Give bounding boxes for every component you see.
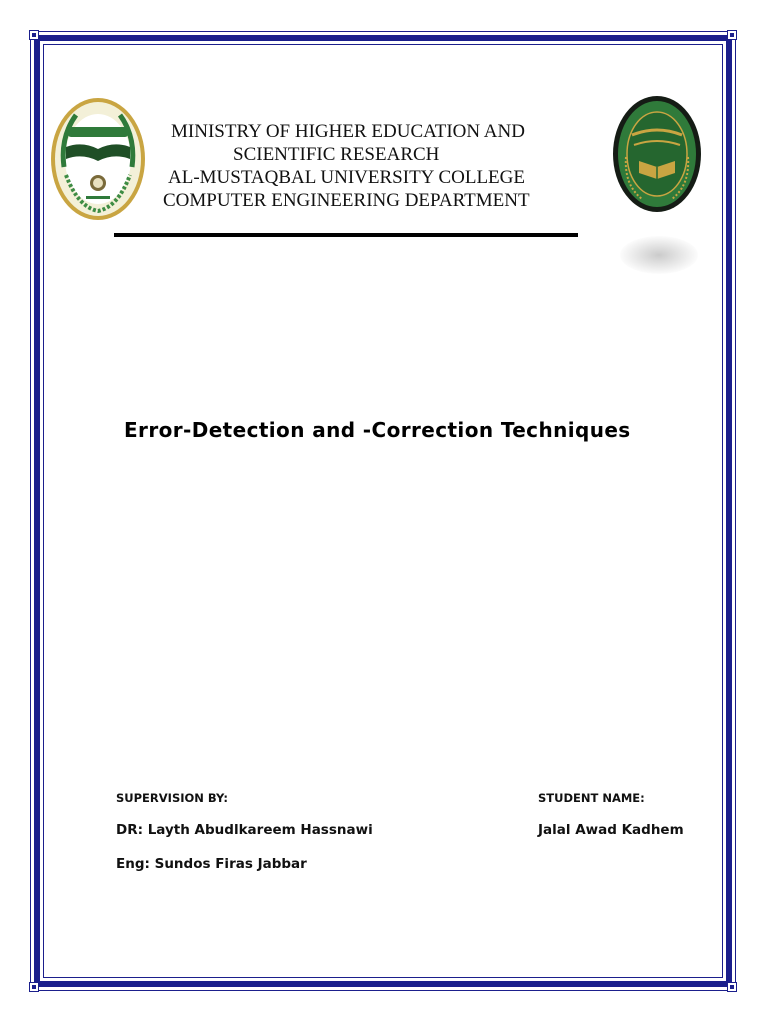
college-line: AL-MUSTAQBAL UNIVERSITY COLLEGE [168, 167, 525, 188]
university-seal-right-icon [612, 95, 702, 213]
border-corner-ornament [29, 982, 39, 992]
report-title: Error-Detection and -Correction Techniques [124, 418, 631, 442]
department-line: COMPUTER ENGINEERING DEPARTMENT [163, 190, 530, 211]
student-label: STUDENT NAME: [538, 791, 645, 805]
header-divider [114, 233, 578, 237]
institution-header [150, 120, 580, 212]
university-seal-left-icon [50, 97, 146, 221]
supervision-label: SUPERVISION BY: [116, 791, 228, 805]
supervisor-eng: Eng: Sundos Firas Jabbar [116, 856, 307, 872]
border-corner-ornament [727, 30, 737, 40]
border-corner-ornament [29, 30, 39, 40]
border-corner-ornament [727, 982, 737, 992]
ministry-line: MINISTRY OF HIGHER EDUCATION AND [171, 121, 525, 142]
supervisor-dr: DR: Layth Abudlkareem Hassnawi [116, 822, 373, 838]
shadow-decoration [620, 236, 698, 274]
research-line: SCIENTIFIC RESEARCH [233, 144, 440, 165]
student-name: Jalal Awad Kadhem [538, 822, 684, 838]
